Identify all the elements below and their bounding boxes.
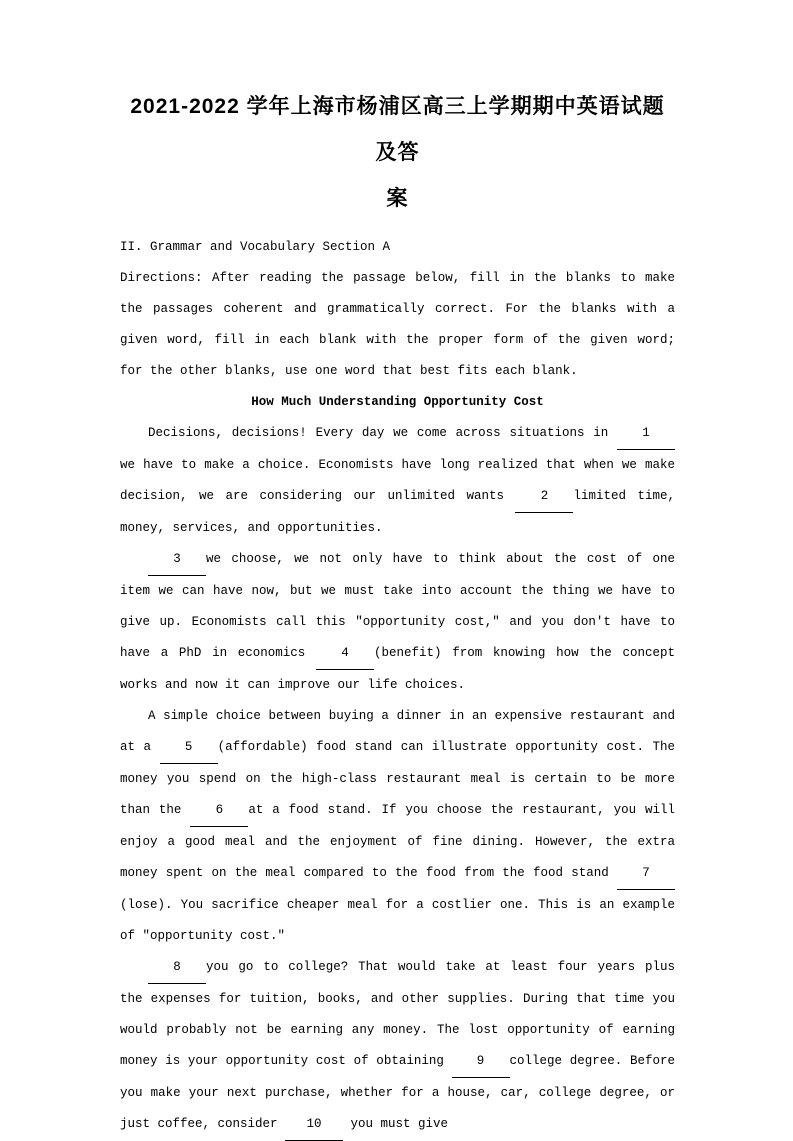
document-title-line-2: 案 xyxy=(386,187,409,210)
passage-body xyxy=(120,418,675,1141)
document-title xyxy=(120,84,675,222)
fill-in-blank-4: 4 xyxy=(316,638,374,670)
fill-in-blank-5: 5 xyxy=(160,732,218,764)
fill-in-blank-9: 9 xyxy=(452,1046,510,1078)
passage-title: How Much Understanding Opportunity Cost xyxy=(251,395,544,409)
fill-in-blank-1: 1 xyxy=(617,418,675,450)
passage-paragraph: A simple choice between buying a dinner in an expensive restaurant and at a 5 (affordable) food stand can illustrate opportunity cost. The money you spend on the high-class restaurant meal is certain to be more than the 6 at a food stand. If you choose the restaurant, you will enjoy a good meal and the enjoyment of fine dining. However, the extra money spent on the meal compared to the food from the food stand 7(lose). You sacrifice cheaper meal for a costlier one. This is an example of "opportunity cost." xyxy=(120,709,675,943)
document-title-line-1: 2021-2022 学年上海市杨浦区高三上学期期中英语试题及答 xyxy=(130,95,665,164)
passage-paragraph: 8 you go to college? That would take at least four years plus the expenses for tuition, books, and other supplies. During that time you would probably not be earning any money. The lost opportunity of earning money is your opportunity cost of obtaining 9 college degree. Before you make your next purchase, whether for a house, car, college degree, or just coffee, consider 10 you must give xyxy=(120,952,675,1141)
directions-text: Directions: After reading the passage below, fill in the blanks to make the passages coherent and grammatically correct. For the blanks with a given word, fill in each blank with the proper form of the given word; for the other blanks, use one word that best fits each blank. xyxy=(120,271,675,378)
fill-in-blank-7: 7 xyxy=(617,858,675,890)
fill-in-blank-6: 6 xyxy=(190,795,248,827)
fill-in-blank-3: 3 xyxy=(148,544,206,576)
fill-in-blank-10: 10 xyxy=(285,1109,343,1141)
fill-in-blank-8: 8 xyxy=(148,952,206,984)
passage-paragraph: Decisions, decisions! Every day we come across situations in 1we have to make a choice. Economists have long realized that when we make decision, we are considering our unlimited wants 2 limited time, money, services, and opportunities. xyxy=(120,418,675,544)
fill-in-blank-2: 2 xyxy=(515,481,573,513)
section-heading: II. Grammar and Vocabulary Section A xyxy=(120,240,391,254)
passage-paragraph: 3 we choose, we not only have to think about the cost of one item we can have now, but we must take into account the thing we have to give up. Economists call this "opportunity cost," and you don't have to have a PhD in economics 4 (benefit) from knowing how the concept works and now it can improve our life choices. xyxy=(120,544,675,701)
